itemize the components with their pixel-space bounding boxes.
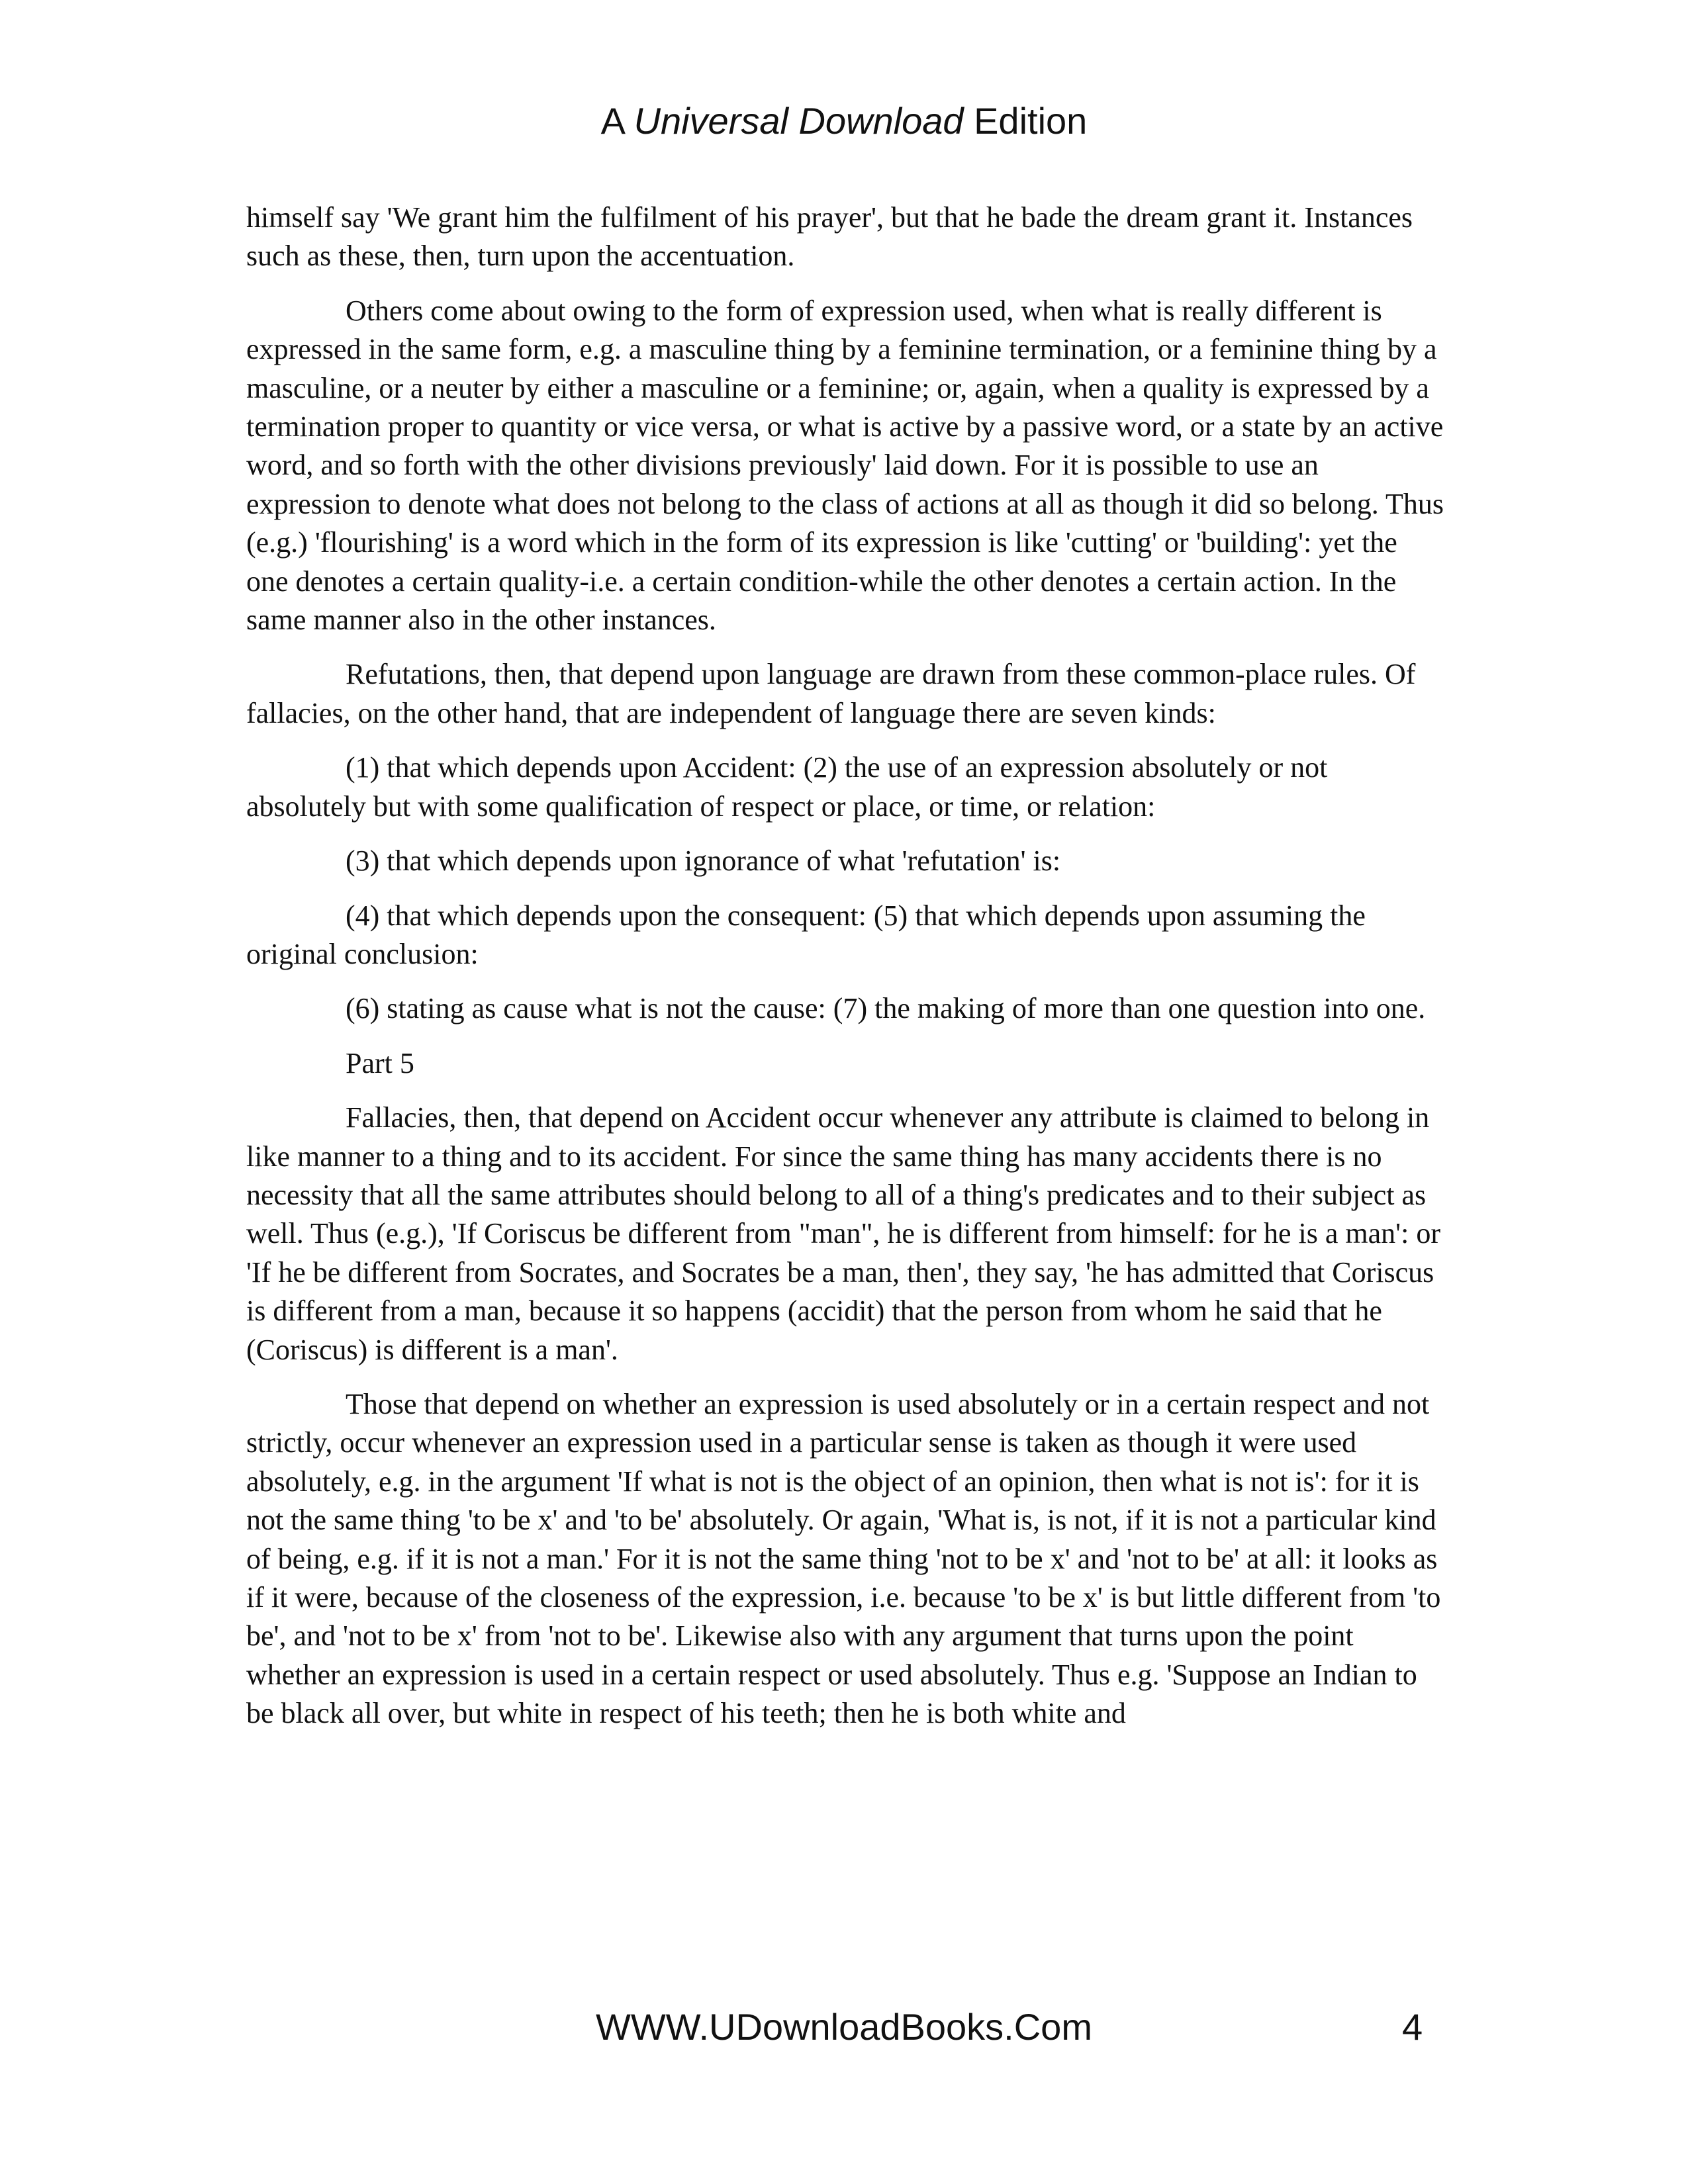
list-item-fallacy-3: (3) that which depends upon ignorance of what 'refutation' is: — [346, 844, 1061, 878]
body-text — [246, 199, 1444, 1749]
section-heading-part-5: Part 5 — [346, 1046, 414, 1079]
paragraph-refutations: Refutations, then, that depend upon language are drawn from these common-place rules. Of fallacies, on the other hand, that are independent of language there are seven kinds: — [246, 658, 1416, 729]
list-item-fallacy-1-2: (1) that which depends upon Accident: (2) the use of an expression absolutely or not absolutely but with some qualification of respect or place, or time, or relation: — [246, 751, 1328, 823]
paragraph-absolutely: Those that depend on whether an expression is used absolutely or in a certain respect and not strictly, occur whenever an expression used in a particular sense is taken as though it were used absolutely, e.g. in the argument 'If what is not is the object of an opinion, then what is not is': for it is not the same thing 'to be x' and 'to be' absolutely. Or again, 'What is, is not, if it is not a particular kind of being, e.g. if it is not a man.' For it is not the same thing 'not to be x' and 'not to be' at all: it looks as if it were, because of the closeness of the expression, i.e. because 'to be x' is but little different from 'to be', and 'not to be x' from 'not to be'. Likewise also with any argument that turns upon the point whether an expression is used in a certain respect or used absolutely. Thus e.g. 'Suppose an Indian to be black all over, but white in respect of his teeth; then he is both white and — [246, 1387, 1441, 1730]
header-italic-title: Universal Download — [633, 100, 964, 142]
list-item-fallacy-4-5: (4) that which depends upon the consequent: (5) that which depends upon assuming the original conclusion: — [246, 899, 1366, 970]
header-prefix: A — [600, 100, 624, 142]
footer-url: WWW.UDownloadBooks.Com — [596, 2006, 1092, 2048]
page-number: 4 — [1402, 2006, 1423, 2048]
paragraph-form-of-expression: Others come about owing to the form of expression used, when what is really different is expressed in the same form, e.g. a masculine thing by a feminine termination, or a feminine thing by a masculine, or a neuter by either a masculine or a feminine; or, again, when a quality is expressed by a termination proper to quantity or vice versa, or what is active by a passive word, or a state by an active word, and so forth with the other divisions previously' laid down. For it is possible to use an expression to denote what does not belong to the class of actions at all as though it did so belong. Thus (e.g.) 'flourishing' is a word which in the form of its expression is like 'cutting' or 'building': yet the one denotes a certain quality-i.e. a certain condition-while the other denotes a certain action. In the same manner also in the other instances. — [246, 294, 1444, 637]
paragraph-continuation: himself say 'We grant him the fulfilment of his prayer', but that he bade the dream grant it. Instances such as these, then, turn upon the accentuation. — [246, 201, 1413, 273]
page-header — [0, 98, 1688, 144]
list-item-fallacy-6-7: (6) stating as cause what is not the cause: (7) the making of more than one question into one. — [346, 992, 1426, 1025]
header-suffix: Edition — [974, 100, 1088, 142]
paragraph-accident: Fallacies, then, that depend on Accident occur whenever any attribute is claimed to belong in like manner to a thing and to its accident. For since the same thing has many accidents there is no necessity that all the same attributes should belong to all of a thing's predicates and to their subject as well. Thus (e.g.), 'If Coriscus be different from "man", he is different from himself: for he is a man': or 'If he be different from Socrates, and Socrates be a man, then', they say, 'he has admitted that Coriscus is different from a man, because it so happens (accidit) that the person from whom he said that he (Coriscus) is different is a man'. — [246, 1101, 1440, 1366]
